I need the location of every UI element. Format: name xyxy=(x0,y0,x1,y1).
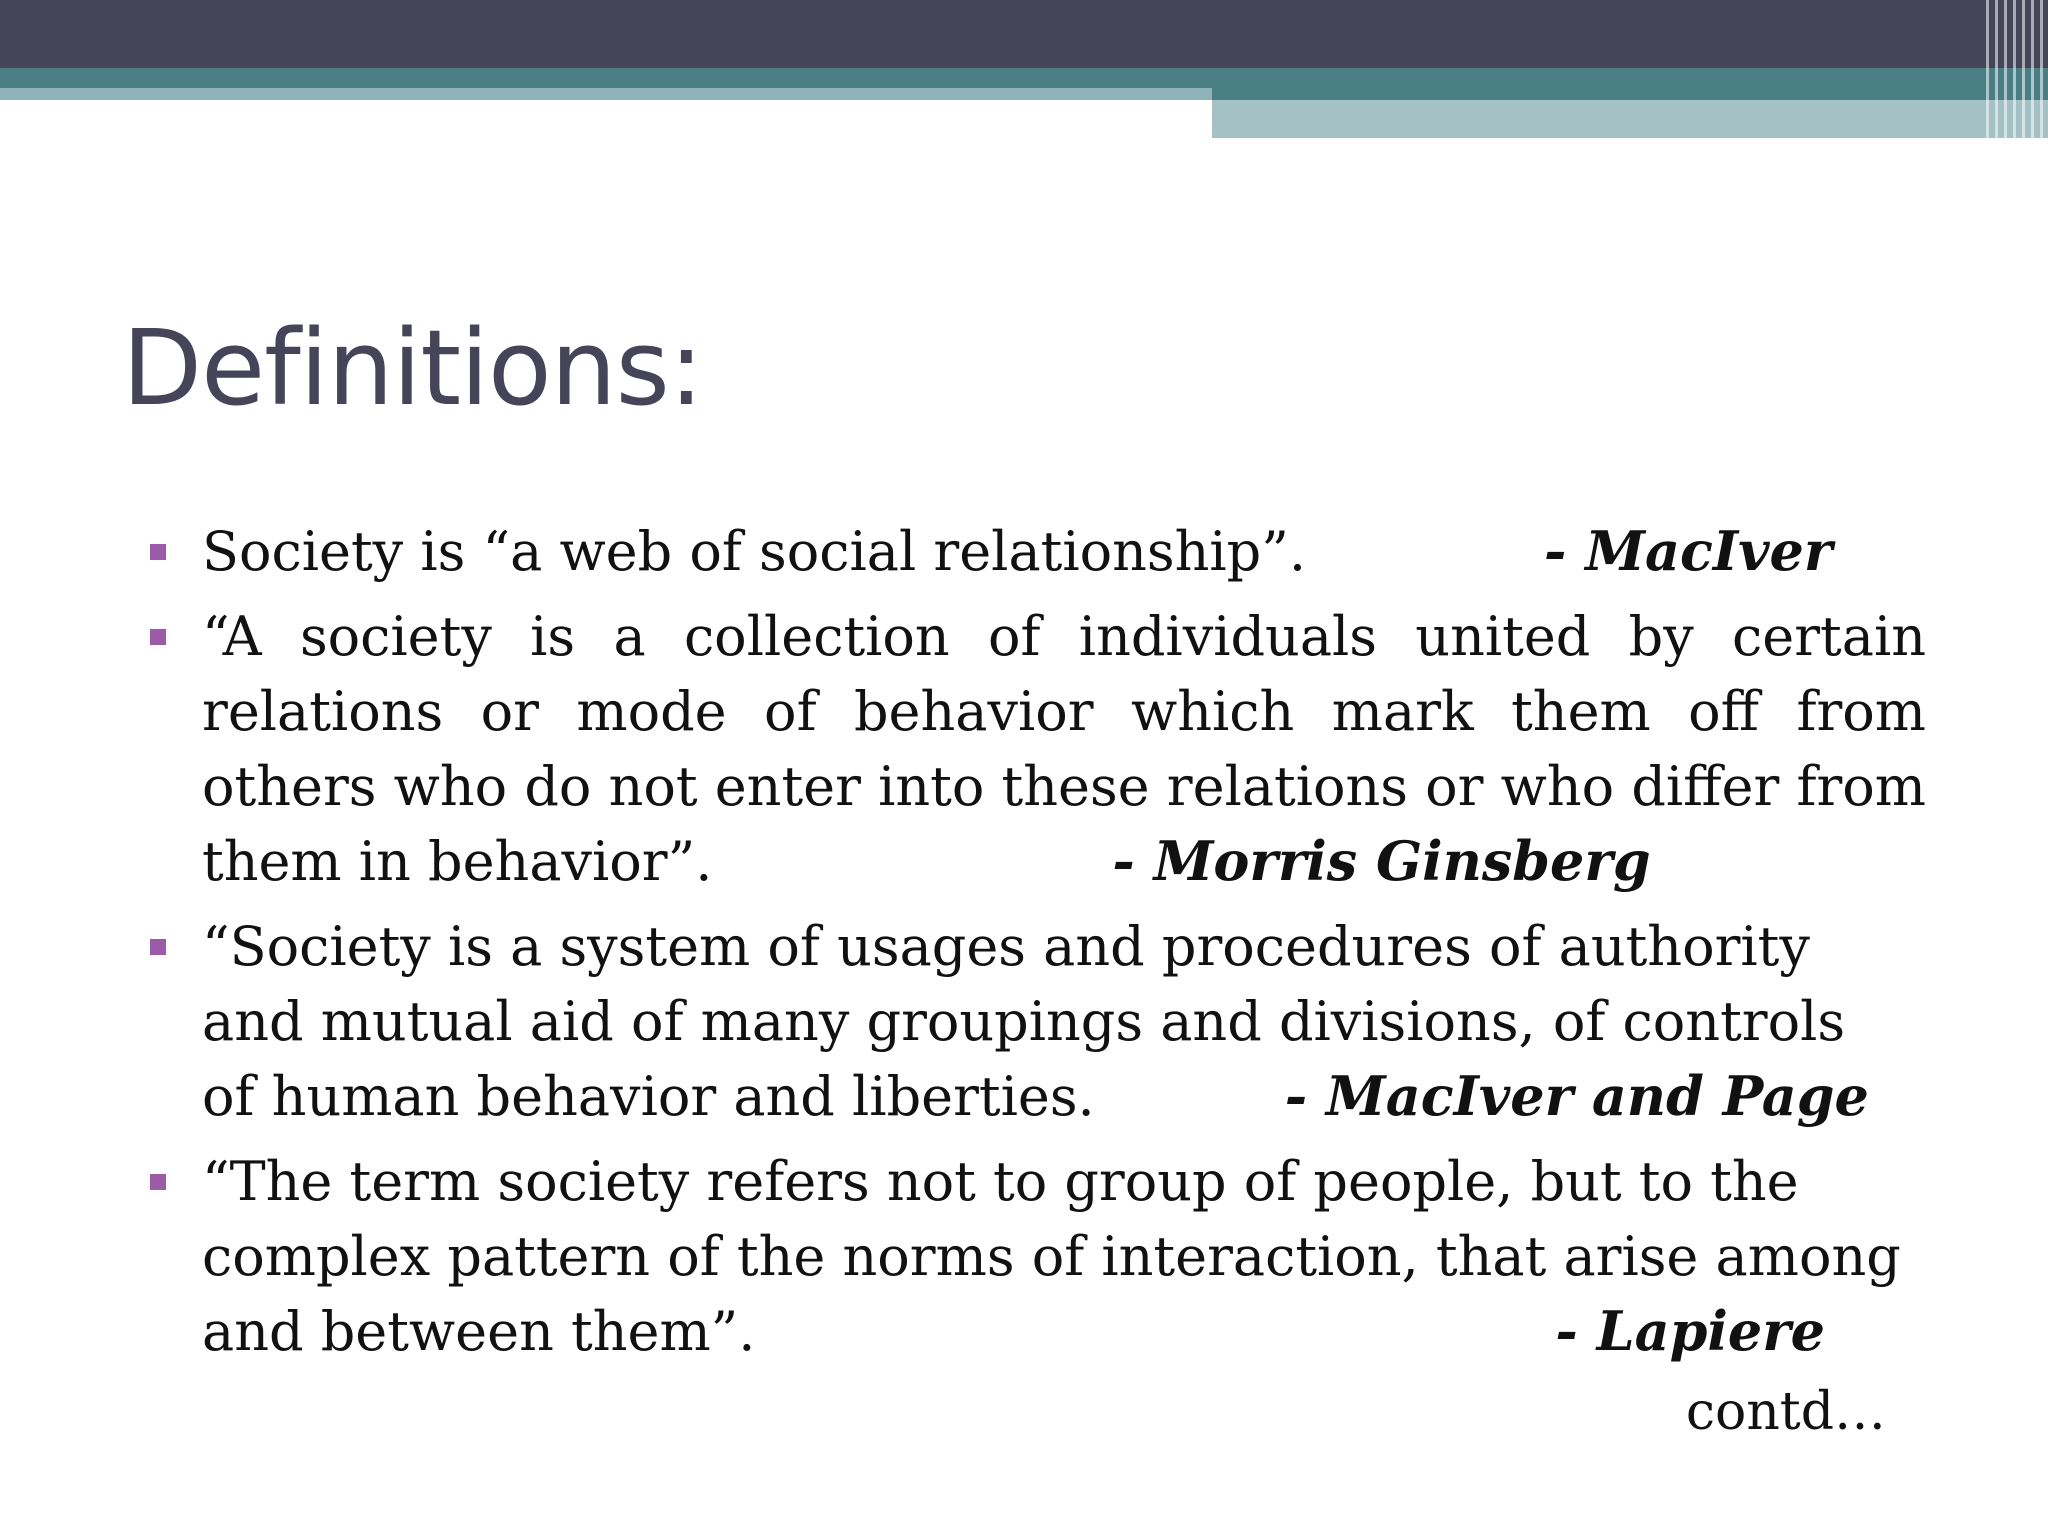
definition-author: - Morris Ginsberg xyxy=(1112,829,1651,893)
definition-quote: “Society is a system of usages and procedures of authority and mutual aid of many groupings and divisions, of controls of human behavior and liberties. xyxy=(202,915,1846,1128)
header-bar-pale xyxy=(1212,100,2048,138)
definitions-list xyxy=(146,514,1926,1379)
definition-text-block xyxy=(202,1144,1912,1369)
definition-item xyxy=(146,514,1926,589)
header-bar-gap xyxy=(0,100,1212,138)
square-bullet-icon xyxy=(150,939,166,955)
square-bullet-icon xyxy=(150,629,166,645)
header-stripes-decoration xyxy=(1986,0,2048,138)
square-bullet-icon xyxy=(150,1174,166,1190)
definition-author: - Lapiere xyxy=(1555,1299,1826,1363)
slide-title: Definitions: xyxy=(122,307,703,429)
definition-quote: Society is “a web of social relationship”. xyxy=(202,520,1306,583)
definition-author: - MacIver xyxy=(1544,519,1833,583)
definition-item xyxy=(146,599,1926,899)
definition-quote: “The term society refers not to group of people, but to the complex pattern of the norms of interaction, that arise among and between them”. xyxy=(202,1150,1901,1363)
definition-quote: “A society is a collection of individuals united by certain relations or mode of behavior which mark them off from others who do not enter into these relations or who differ from them in behavior”. xyxy=(202,605,1926,893)
definition-item xyxy=(146,1144,1926,1369)
header-bar-dark xyxy=(0,0,2048,68)
definition-text-block xyxy=(202,599,1926,899)
definition-item xyxy=(146,909,1926,1134)
definition-text-block xyxy=(202,909,1912,1134)
definition-author: - MacIver and Page xyxy=(1284,1064,1869,1128)
continued-note: contd… xyxy=(1685,1382,1886,1442)
square-bullet-icon xyxy=(150,544,166,560)
header-bar-teal-light xyxy=(0,88,1212,100)
